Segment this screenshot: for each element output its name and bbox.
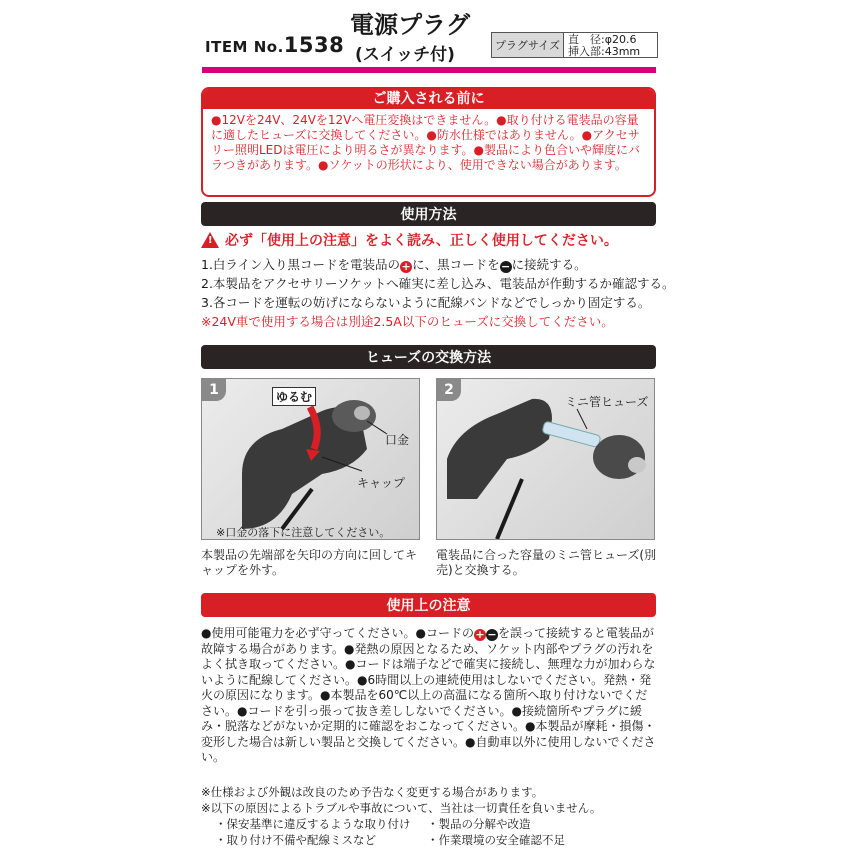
footer-notes	[201, 784, 601, 848]
footer-line-1: ※仕様および外観は改良のため予告なく変更する場合があります。	[201, 785, 544, 799]
step-1	[201, 255, 675, 274]
product-title: 電源プラグ	[350, 11, 470, 39]
footer-item: ・製品の分解や改造	[427, 817, 531, 831]
item-prefix: ITEM No.	[205, 38, 284, 56]
usage-steps	[201, 255, 675, 331]
step-number-2: 2	[437, 379, 461, 401]
notice-title: ご購入される前に	[203, 89, 654, 109]
cautions-title: 使用上の注意	[386, 598, 471, 614]
warning-icon	[201, 232, 219, 248]
plus-icon: +	[401, 260, 411, 273]
fuse-title: ヒューズの交換方法	[365, 350, 492, 366]
spec-diameter: 直 径:φ20.6	[568, 33, 637, 46]
spec-values	[564, 32, 658, 58]
footer-line-2: ※以下の原因によるトラブルや事故について、当社は一切責任を負いません。	[201, 801, 602, 815]
label-loosen: ゆるむ	[272, 387, 316, 406]
step-number-1: 1	[202, 379, 226, 401]
label-mini-fuse: ミニ管ヒューズ	[565, 395, 649, 409]
plus-icon: +	[475, 628, 485, 641]
step-1-text-b: に、黒コードを	[412, 257, 500, 272]
panel-1-caption: 本製品の先端部を矢印の方向に回してキャップを外す。	[201, 548, 418, 577]
product-subtitle: (スイッチ付)	[355, 45, 455, 65]
step-3: 3.各コードを運転の妨げにならないように配線バンドなどでしっかり固定する。	[201, 295, 651, 310]
step-2: 2.本製品をアクセサリーソケットへ確実に差し込み、電装品が作動するか確認する。	[201, 276, 675, 291]
step-1-text-a: 1.白ライン入り黒コードを電装品の	[201, 257, 401, 272]
panel-1-note: ※口金の落下に注意してください。	[216, 526, 391, 539]
item-number-value: 1538	[283, 33, 345, 57]
label-tip: 口金	[385, 433, 410, 447]
note-24v: ※24V車で使用する場合は別途2.5A以下のヒューズに交換してください。	[201, 314, 614, 329]
spec-label: プラグサイズ	[491, 32, 564, 58]
header-divider	[202, 67, 656, 73]
panel-2-caption: 電装品に合った容量のミニ管ヒューズ(別売)と交換する。	[436, 548, 657, 577]
step-1-text-c: に接続する。	[511, 257, 587, 272]
cautions-body	[201, 626, 659, 766]
cautions-text-b: を誤って接続すると電装品が故障する場合があります。●発熱の原因となるため、ソケット内部やプラグの汚れをよく拭き取ってください。●コードは端子などで確実に接続し、無理な力が加わらないように配線してください。●6時間以上の連続使用はしないでください。発熱・発火の原因になります。●本製品を60℃以上の高温になる箇所へ取り付けないでください。●コードを引っ張って抜き差ししないでください。●接続箇所やプラグに緩み・脱落などがないか定期的に確認をおこなってください。●本製品が摩耗・損傷・変形した場合は新しい製品と交換してください。●自動車以外に使用しないでください。	[201, 626, 656, 764]
footer-item: ・作業環境の安全確認不足	[427, 833, 565, 847]
fuse-section-header	[201, 345, 656, 369]
footer-items-row-1	[201, 816, 601, 832]
usage-warning	[201, 230, 618, 250]
minus-icon: −	[487, 628, 497, 641]
item-number	[205, 33, 344, 57]
fuse-step-2-photo	[436, 378, 655, 540]
usage-section-header	[201, 202, 656, 226]
pre-purchase-notice	[201, 87, 656, 197]
cautions-text-a: ●使用可能電力を必ず守ってください。●コードの	[201, 626, 474, 640]
label-cap: キャップ	[357, 476, 406, 490]
minus-icon: −	[500, 260, 511, 273]
notice-body: ●12Vを24V、24Vを12Vへ電圧変換はできません。●取り付ける電装品の容量に適したヒューズに交換してください。●防水仕様ではありません。●アクセサリー照明LEDは電圧により明るさが異なります。●製品により色合いや輝度にバラつきがあります。●ソケットの形状により、使用できない場合があります。	[211, 113, 641, 172]
cautions-section-header	[201, 593, 656, 617]
footer-item: ・取り付け不備や配線ミスなど	[215, 833, 376, 847]
footer-item: ・保安基準に違反するような取り付け	[215, 817, 411, 831]
usage-title: 使用方法	[400, 207, 457, 223]
footer-items-row-2	[201, 832, 601, 848]
fuse-step-1-photo	[201, 378, 420, 540]
spec-insert-length: 挿入部:43mm	[568, 45, 641, 58]
usage-warning-text: 必ず「使用上の注意」をよく読み、正しく使用してください。	[225, 233, 618, 249]
